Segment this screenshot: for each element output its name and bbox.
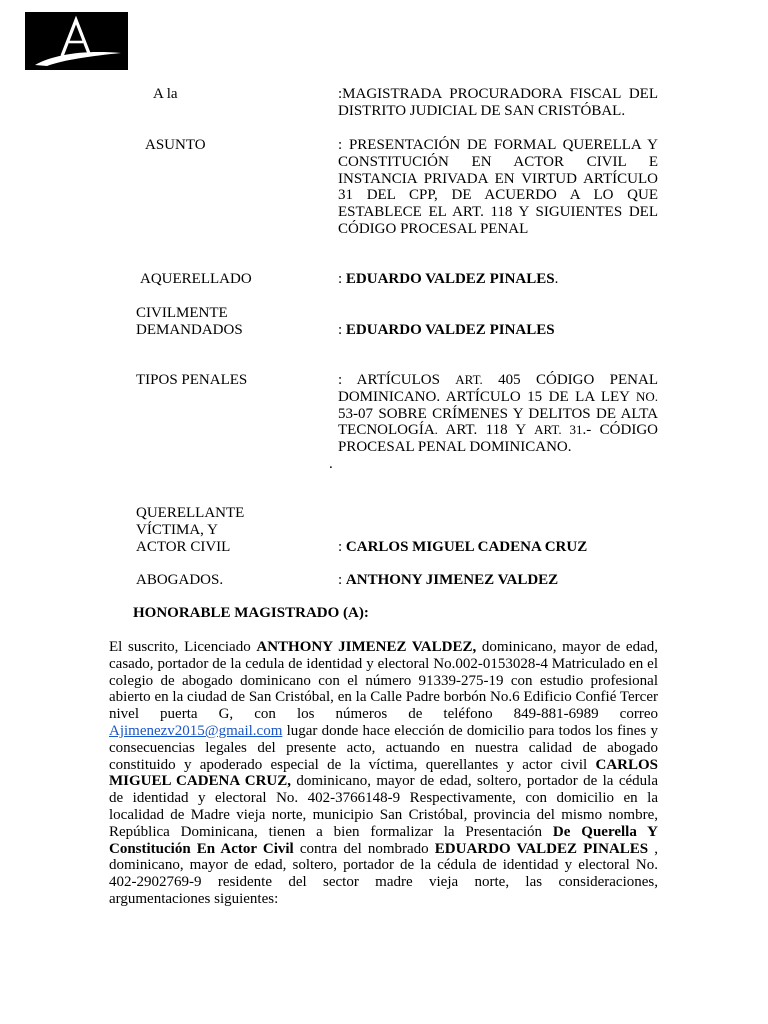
body-text-3: lugar donde hace elección de domicilio para todos los fines y consecuencias legales del presente acto, actuando en nuestra calidad de abogado constituido y apoderado especial de la víctima, querellantes y actor civil [109,722,658,773]
body-text-6: , dominicano, mayor de edad, soltero, portador de la cédula de identidad y electoral No. 402-2902769-9 residente del sector madre vieja norte, las consideraciones, argumentaciones siguientes: [109,840,659,907]
lawyers-name: ANTHONY JIMENEZ VALDEZ [345,572,559,588]
penal-text-6: . [434,422,438,438]
plaintiff-prefix: : [338,539,346,555]
penal-types-value [338,372,658,456]
penal-text-2: ART. [455,372,483,387]
plaintiff-label-line-1: QUERELLANTE [136,505,245,521]
accused-name-bold: EDUARDO VALDEZ PINALES [434,840,649,857]
penal-text-9: .- CÓDIGO PROCESAL PENAL DOMINICANO. [338,422,658,456]
subject-value: : PRESENTACIÓN DE FORMAL QUERELLA Y CONSTITUCIÓN EN ACTOR CIVIL E INSTANCIA PRIVADA EN VIRTUD ARTÍCULO 31 DEL CPP, DE ACUERDO A LO QUE ESTABLECE EL ART. 118 Y SIGUIENTES DEL CÓDIGO PROCESAL PENAL [338,137,658,237]
lawyer-name-bold: ANTHONY JIMENEZ VALDEZ, [256,639,477,655]
plaintiff-name: CARLOS MIGUEL CADENA CRUZ [345,539,588,555]
plaintiff-label-line-3: ACTOR CIVIL [136,538,231,555]
penal-text-4: NO. [635,388,658,404]
plaintiff-label [136,505,244,555]
subject-label: ASUNTO [145,137,206,153]
to-value: :MAGISTRADA PROCURADORA FISCAL DEL DISTRITO JUDICIAL DE SAN CRISTÓBAL. [338,86,658,119]
penal-text-8: ART. 31 [534,422,583,438]
accused-suffix: . [554,271,559,287]
lawyers-value [338,572,558,589]
victim-name-bold: CARLOS MIGUEL CADENA CRUZ, [109,756,658,790]
defendants-label [136,305,243,339]
defendants-label-line-2: DEMANDADOS [136,321,243,338]
accused-name: EDUARDO VALDEZ PINALES [345,271,555,287]
penal-text-7: ART. 118 Y [437,422,535,439]
salutation-heading: HONORABLE MAGISTRADO (A): [133,605,369,621]
body-text-1: El suscrito, Licenciado [109,639,257,655]
plaintiff-value [338,539,587,556]
penal-text-5: 53-07 SOBRE CRÍMENES Y DELITOS DE ALTA TECNOLOGÍA [338,405,658,439]
penal-text-1: : ARTÍCULOS [338,372,456,388]
body-text-4: dominicano, mayor de edad, soltero, portador de la cédula de identidad y electoral No. 402-3766148-9 Respectivamente, con domicilio en la localidad de Madre vieja norte, municipio San Cristóbal, provincia del mismo nombre, República Dominicana, tienen a bien formalizar la Presentación [109,773,658,840]
penal-types-label: TIPOS PENALES [136,372,248,388]
defendants-label-line-1: CIVILMENTE [136,305,228,321]
logo-mark-icon [25,12,128,70]
lawyers-prefix: : [338,572,346,588]
complaint-title-bold: De Querella Y Constitución En Actor Civil [109,823,658,857]
lawyers-label: ABOGADOS. [136,572,224,588]
accused-prefix: : [338,271,346,287]
body-text-5: contra del nombrado [293,840,435,857]
accused-value [338,271,558,288]
defendants-value [338,322,555,339]
penal-text-3: 405 CÓDIGO PENAL DOMINICANO. ARTÍCULO 15 DE LA LEY [338,372,658,405]
plaintiff-label-line-2: VÍCTIMA, Y [136,521,218,538]
to-label: A la [153,86,178,102]
body-text-2: dominicano, mayor de edad, casado, portador de la cedula de identidad y electoral No.002-0153028-4 Matriculado en el colegio de abogado dominicano con el número 91339-275-19 con estudio profesional abierto en la ciudad de San Cristóbal, en la Calle Padre borbón No.6 Edificio Confié Tercer nivel puerta G, con los números de teléfono 849-881-6989 correo [109,639,658,723]
stray-dot: . [329,456,333,472]
body-paragraph [109,639,658,908]
email-link[interactable]: Ajimenezv2015@gmail.com [109,722,283,739]
law-firm-logo [25,12,128,70]
accused-label: AQUERELLADO [140,271,252,287]
defendants-prefix: : [338,322,346,338]
defendants-name: EDUARDO VALDEZ PINALES [345,322,555,338]
